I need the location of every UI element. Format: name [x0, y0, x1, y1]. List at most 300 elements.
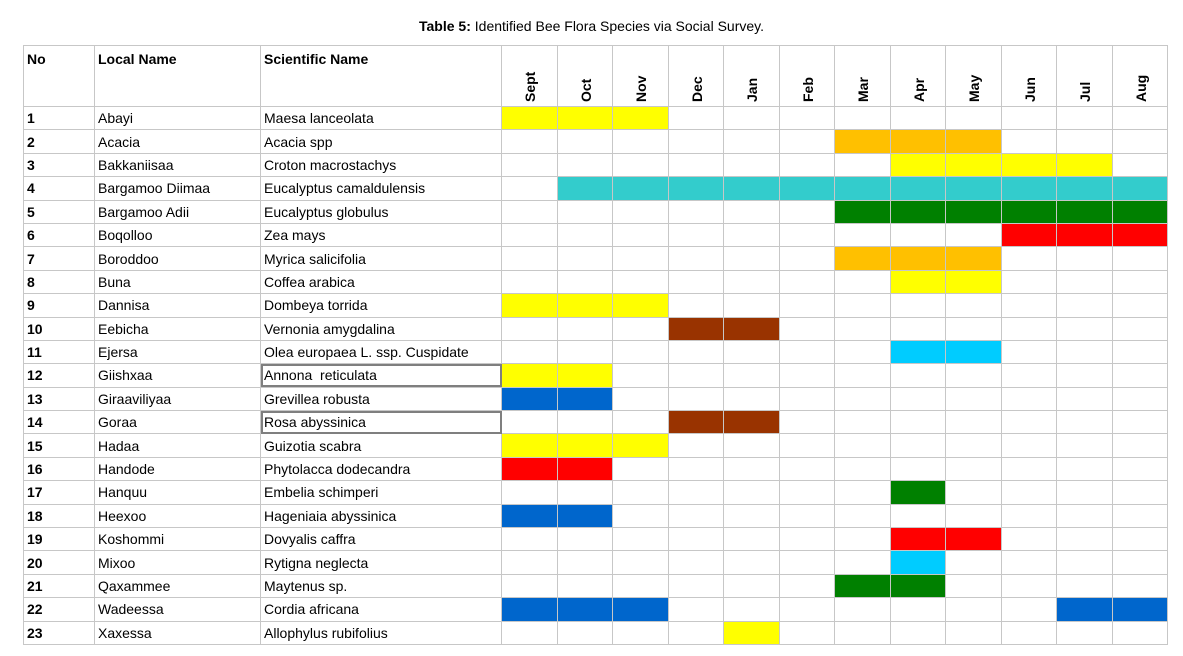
flowering-cell	[724, 177, 780, 200]
header-no: No	[24, 46, 95, 107]
cell-local-name: Hadaa	[95, 434, 261, 457]
flowering-cell	[1001, 223, 1057, 246]
caption-label: Table 5:	[419, 18, 471, 34]
month-cell	[502, 270, 558, 293]
cell-no: 12	[24, 364, 95, 387]
cell-scientific-name: Rytigna neglecta	[261, 551, 502, 574]
flowering-cell	[1001, 200, 1057, 223]
table-row	[24, 177, 1168, 200]
month-cell	[779, 130, 835, 153]
month-cell	[613, 364, 669, 387]
cell-local-name: Bargamoo Adii	[95, 200, 261, 223]
month-cell	[668, 200, 724, 223]
cell-no: 19	[24, 528, 95, 551]
table-row	[24, 270, 1168, 293]
month-cell	[779, 223, 835, 246]
month-cell	[946, 223, 1002, 246]
month-cell	[779, 481, 835, 504]
flowering-cell	[502, 434, 558, 457]
month-cell	[1001, 107, 1057, 130]
flowering-cell	[946, 247, 1002, 270]
table-row	[24, 200, 1168, 223]
flowering-cell	[557, 177, 613, 200]
cell-scientific-name: Annona reticulata	[261, 364, 502, 387]
table-row	[24, 598, 1168, 621]
month-cell	[1112, 574, 1168, 597]
table-row	[24, 457, 1168, 480]
month-cell	[1057, 411, 1113, 434]
month-cell	[1057, 457, 1113, 480]
flowering-cell	[835, 177, 891, 200]
month-cell	[779, 598, 835, 621]
flowering-cell	[890, 481, 946, 504]
cell-scientific-name: Dombeya torrida	[261, 294, 502, 317]
month-cell	[779, 504, 835, 527]
month-cell	[835, 364, 891, 387]
flowering-cell	[557, 387, 613, 410]
flowering-cell	[502, 457, 558, 480]
flowering-cell	[890, 551, 946, 574]
cell-scientific-name: Phytolacca dodecandra	[261, 457, 502, 480]
cell-no: 11	[24, 340, 95, 363]
cell-local-name: Wadeessa	[95, 598, 261, 621]
table-row	[24, 317, 1168, 340]
month-cell	[1001, 340, 1057, 363]
month-cell	[890, 411, 946, 434]
month-cell	[779, 621, 835, 644]
flowering-cell	[1001, 177, 1057, 200]
month-cell	[613, 247, 669, 270]
month-cell	[613, 130, 669, 153]
month-cell	[1057, 270, 1113, 293]
month-cell	[1057, 364, 1113, 387]
month-cell	[946, 411, 1002, 434]
month-cell	[724, 387, 780, 410]
cell-no: 10	[24, 317, 95, 340]
flowering-cell	[890, 200, 946, 223]
flowering-cell	[1057, 598, 1113, 621]
flowering-cell	[557, 457, 613, 480]
month-cell	[724, 200, 780, 223]
month-cell	[668, 247, 724, 270]
flowering-cell	[890, 153, 946, 176]
flowering-cell	[946, 200, 1002, 223]
month-cell	[1001, 528, 1057, 551]
cell-local-name: Eebicha	[95, 317, 261, 340]
month-cell	[668, 153, 724, 176]
flowering-cell	[946, 153, 1002, 176]
flowering-cell	[890, 574, 946, 597]
month-cell	[613, 528, 669, 551]
cell-scientific-name: Rosa abyssinica	[261, 411, 502, 434]
month-cell	[502, 153, 558, 176]
flowering-cell	[890, 270, 946, 293]
table-row	[24, 621, 1168, 644]
header-scientific-name: Scientific Name	[261, 46, 502, 107]
flowering-cell	[1057, 223, 1113, 246]
month-cell	[1001, 621, 1057, 644]
month-cell	[724, 294, 780, 317]
month-cell	[668, 387, 724, 410]
month-cell	[946, 364, 1002, 387]
month-cell	[724, 247, 780, 270]
header-month	[724, 46, 780, 107]
month-cell	[724, 504, 780, 527]
month-cell	[724, 153, 780, 176]
month-cell	[1057, 130, 1113, 153]
month-cell	[1001, 598, 1057, 621]
cell-local-name: Bargamoo Diimaa	[95, 177, 261, 200]
month-cell	[1001, 317, 1057, 340]
month-cell	[613, 574, 669, 597]
month-cell	[724, 107, 780, 130]
month-cell	[946, 387, 1002, 410]
table-row	[24, 340, 1168, 363]
cell-local-name: Giishxaa	[95, 364, 261, 387]
month-cell	[890, 387, 946, 410]
month-cell	[668, 270, 724, 293]
flowering-cell	[1057, 200, 1113, 223]
flowering-cell	[502, 598, 558, 621]
month-cell	[557, 153, 613, 176]
month-cell	[724, 481, 780, 504]
month-cell	[668, 574, 724, 597]
cell-no: 5	[24, 200, 95, 223]
month-cell	[1057, 574, 1113, 597]
month-cell	[613, 411, 669, 434]
month-label: Dec	[688, 76, 705, 102]
month-cell	[946, 317, 1002, 340]
month-cell	[1112, 364, 1168, 387]
month-cell	[502, 621, 558, 644]
month-cell	[835, 387, 891, 410]
header-month	[502, 46, 558, 107]
flowering-cell	[557, 294, 613, 317]
cell-scientific-name: Embelia schimperi	[261, 481, 502, 504]
flowering-cell	[835, 574, 891, 597]
table-row	[24, 223, 1168, 246]
cell-local-name: Heexoo	[95, 504, 261, 527]
month-cell	[835, 457, 891, 480]
flowering-cell	[1112, 598, 1168, 621]
month-cell	[1057, 621, 1113, 644]
month-cell	[890, 223, 946, 246]
month-cell	[1057, 434, 1113, 457]
month-cell	[946, 598, 1002, 621]
cell-no: 8	[24, 270, 95, 293]
month-cell	[557, 528, 613, 551]
flowering-cell	[724, 411, 780, 434]
month-cell	[557, 200, 613, 223]
flowering-cell	[890, 177, 946, 200]
flowering-cell	[613, 598, 669, 621]
month-label: Nov	[633, 75, 650, 102]
month-cell	[502, 411, 558, 434]
month-cell	[890, 364, 946, 387]
month-cell	[668, 481, 724, 504]
month-cell	[613, 340, 669, 363]
month-cell	[1057, 247, 1113, 270]
month-cell	[1057, 551, 1113, 574]
month-cell	[668, 598, 724, 621]
cell-local-name: Koshommi	[95, 528, 261, 551]
month-cell	[779, 457, 835, 480]
month-cell	[1112, 317, 1168, 340]
month-cell	[779, 551, 835, 574]
month-cell	[502, 200, 558, 223]
month-cell	[946, 457, 1002, 480]
table-row	[24, 551, 1168, 574]
cell-scientific-name: Cordia africana	[261, 598, 502, 621]
month-label: Mar	[855, 77, 872, 102]
flowering-cell	[502, 364, 558, 387]
table-caption	[0, 18, 1183, 34]
month-cell	[668, 457, 724, 480]
flowering-cell	[502, 294, 558, 317]
month-cell	[835, 551, 891, 574]
flowering-cell	[613, 294, 669, 317]
month-cell	[613, 223, 669, 246]
cell-scientific-name: Hageniaia abyssinica	[261, 504, 502, 527]
month-cell	[668, 434, 724, 457]
month-cell	[1001, 457, 1057, 480]
table-row	[24, 130, 1168, 153]
cell-scientific-name: Allophylus rubifolius	[261, 621, 502, 644]
cell-local-name: Boroddoo	[95, 247, 261, 270]
flowering-cell	[1112, 177, 1168, 200]
month-cell	[779, 200, 835, 223]
month-cell	[835, 223, 891, 246]
month-cell	[1057, 504, 1113, 527]
cell-no: 18	[24, 504, 95, 527]
month-cell	[779, 270, 835, 293]
month-cell	[890, 598, 946, 621]
header-row	[24, 46, 1168, 107]
month-cell	[613, 200, 669, 223]
month-cell	[668, 364, 724, 387]
month-cell	[946, 551, 1002, 574]
cell-no: 2	[24, 130, 95, 153]
cell-scientific-name: Vernonia amygdalina	[261, 317, 502, 340]
flowering-cell	[613, 107, 669, 130]
month-cell	[1057, 317, 1113, 340]
header-month	[668, 46, 724, 107]
month-cell	[890, 434, 946, 457]
cell-scientific-name: Maesa lanceolata	[261, 107, 502, 130]
month-cell	[1112, 340, 1168, 363]
month-cell	[1001, 364, 1057, 387]
month-cell	[1112, 551, 1168, 574]
flowering-cell	[502, 107, 558, 130]
month-cell	[1057, 107, 1113, 130]
flowering-cell	[890, 340, 946, 363]
month-cell	[779, 107, 835, 130]
month-cell	[779, 340, 835, 363]
month-cell	[668, 294, 724, 317]
header-month	[557, 46, 613, 107]
flowering-cell	[668, 411, 724, 434]
table-row	[24, 411, 1168, 434]
flowering-cell	[835, 247, 891, 270]
cell-local-name: Giraaviliyaa	[95, 387, 261, 410]
cell-scientific-name: Dovyalis caffra	[261, 528, 502, 551]
cell-local-name: Bakkaniisaa	[95, 153, 261, 176]
table-body	[24, 107, 1168, 645]
month-cell	[1057, 387, 1113, 410]
cell-no: 9	[24, 294, 95, 317]
month-cell	[502, 317, 558, 340]
flowering-cell	[557, 364, 613, 387]
month-cell	[1001, 481, 1057, 504]
month-cell	[1057, 481, 1113, 504]
cell-local-name: Goraa	[95, 411, 261, 434]
month-cell	[1112, 411, 1168, 434]
month-cell	[1112, 247, 1168, 270]
flowering-cell	[835, 200, 891, 223]
month-label: Jun	[1021, 77, 1038, 102]
flowering-cell	[557, 598, 613, 621]
month-cell	[1112, 528, 1168, 551]
month-cell	[557, 340, 613, 363]
cell-scientific-name: Eucalyptus globulus	[261, 200, 502, 223]
cell-no: 1	[24, 107, 95, 130]
month-cell	[1001, 411, 1057, 434]
cell-no: 3	[24, 153, 95, 176]
month-cell	[1057, 528, 1113, 551]
month-cell	[835, 411, 891, 434]
cell-no: 16	[24, 457, 95, 480]
header-month	[890, 46, 946, 107]
month-cell	[1112, 481, 1168, 504]
month-cell	[835, 340, 891, 363]
month-cell	[724, 270, 780, 293]
month-label: May	[966, 74, 983, 102]
month-cell	[1001, 270, 1057, 293]
month-cell	[1001, 551, 1057, 574]
flowering-cell	[502, 387, 558, 410]
month-cell	[779, 364, 835, 387]
month-cell	[890, 621, 946, 644]
table-row	[24, 107, 1168, 130]
flowering-cell	[1057, 153, 1113, 176]
month-cell	[1112, 153, 1168, 176]
month-cell	[668, 551, 724, 574]
month-cell	[613, 317, 669, 340]
flowering-cell	[613, 434, 669, 457]
month-cell	[946, 294, 1002, 317]
cell-scientific-name: Guizotia scabra	[261, 434, 502, 457]
cell-local-name: Buna	[95, 270, 261, 293]
flowering-cell	[946, 130, 1002, 153]
cell-no: 21	[24, 574, 95, 597]
flowering-cell	[1112, 223, 1168, 246]
month-label: Feb	[799, 77, 816, 102]
month-cell	[557, 247, 613, 270]
table-row	[24, 528, 1168, 551]
month-cell	[890, 317, 946, 340]
month-cell	[1001, 504, 1057, 527]
cell-scientific-name: Acacia spp	[261, 130, 502, 153]
cell-local-name: Dannisa	[95, 294, 261, 317]
cell-no: 20	[24, 551, 95, 574]
month-cell	[613, 457, 669, 480]
cell-local-name: Qaxammee	[95, 574, 261, 597]
month-cell	[502, 574, 558, 597]
flowering-cell	[724, 621, 780, 644]
table-row	[24, 247, 1168, 270]
month-cell	[1112, 107, 1168, 130]
flowering-cell	[502, 504, 558, 527]
month-cell	[1112, 270, 1168, 293]
flowering-cell	[946, 340, 1002, 363]
month-cell	[779, 528, 835, 551]
cell-no: 17	[24, 481, 95, 504]
month-label: Aug	[1132, 74, 1149, 102]
month-cell	[1001, 434, 1057, 457]
table-row	[24, 434, 1168, 457]
month-cell	[668, 223, 724, 246]
month-cell	[1112, 457, 1168, 480]
month-cell	[835, 107, 891, 130]
month-cell	[557, 270, 613, 293]
table-row	[24, 504, 1168, 527]
cell-local-name: Mixoo	[95, 551, 261, 574]
month-label: Oct	[577, 78, 594, 102]
month-cell	[890, 504, 946, 527]
cell-scientific-name: Olea europaea L. ssp. Cuspidate	[261, 340, 502, 363]
month-cell	[557, 621, 613, 644]
month-cell	[835, 598, 891, 621]
month-cell	[724, 574, 780, 597]
flowering-cell	[668, 317, 724, 340]
cell-local-name: Boqolloo	[95, 223, 261, 246]
table-row	[24, 364, 1168, 387]
cell-local-name: Handode	[95, 457, 261, 480]
month-cell	[779, 317, 835, 340]
month-cell	[724, 457, 780, 480]
flowering-cell	[557, 107, 613, 130]
header-month	[1001, 46, 1057, 107]
month-cell	[946, 504, 1002, 527]
month-cell	[1001, 574, 1057, 597]
month-cell	[557, 130, 613, 153]
month-cell	[946, 574, 1002, 597]
flowering-cell	[668, 177, 724, 200]
flowering-cell	[1112, 200, 1168, 223]
month-cell	[779, 387, 835, 410]
month-cell	[835, 504, 891, 527]
flowering-cell	[557, 434, 613, 457]
month-cell	[835, 294, 891, 317]
month-cell	[946, 434, 1002, 457]
month-cell	[502, 223, 558, 246]
month-label: Jul	[1077, 81, 1094, 102]
flowering-cell	[890, 247, 946, 270]
month-cell	[668, 528, 724, 551]
cell-local-name: Ejersa	[95, 340, 261, 363]
flowering-cell	[724, 317, 780, 340]
flowering-cell	[1001, 153, 1057, 176]
header-month	[946, 46, 1002, 107]
flowering-cell	[779, 177, 835, 200]
month-cell	[557, 574, 613, 597]
month-cell	[1001, 294, 1057, 317]
month-cell	[779, 294, 835, 317]
month-cell	[779, 411, 835, 434]
month-cell	[946, 107, 1002, 130]
month-cell	[502, 528, 558, 551]
month-cell	[835, 481, 891, 504]
